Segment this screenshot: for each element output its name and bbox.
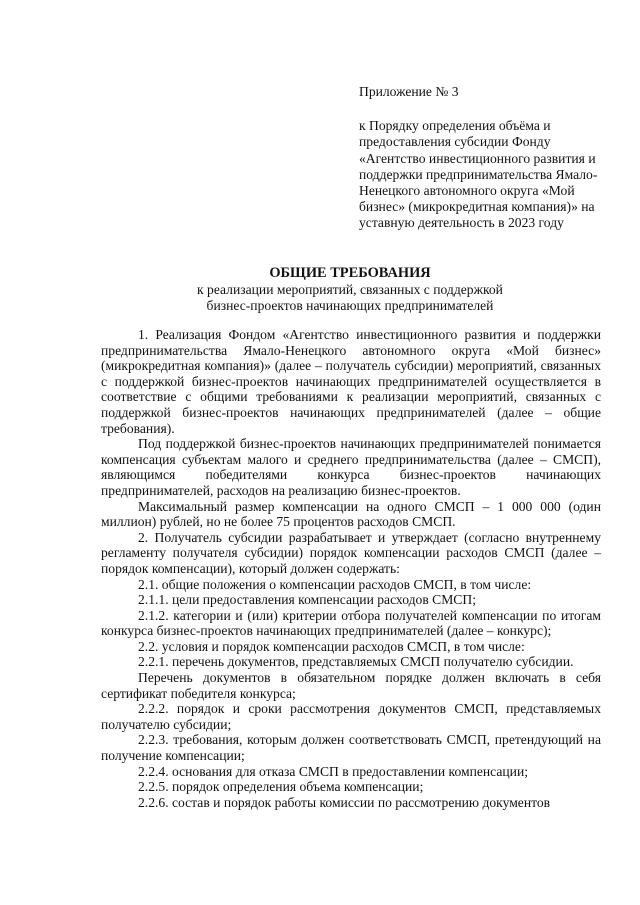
paragraph-1: 1. Реализация Фондом «Агентство инвестиционного развития и поддержки предпринимательства Ямало-Ненецкого автономного округа «Мой бизнес» (микрокредитная компания)» (далее – получатель субсидии) мероприятий, связанных с поддержкой бизнес-проектов начинающих предпринимателей осуществляется в соответствие с общими требованиями к реализации мероприятий, связанных с поддержкой бизнес-проектов начинающих предпринимателей (далее – общие требования). (101, 327, 601, 436)
paragraph-9: 2.2.1. перечень документов, представляемых СМСП получателю субсидии. (138, 654, 574, 670)
paragraph-6: 2.1.1. цели предоставления компенсации расходов СМСП; (138, 592, 476, 608)
paragraph-13: 2.2.4. основания для отказа СМСП в предоставлении компенсации; (138, 763, 528, 779)
document-subtitle-line-2: бизнес-проектов начинающих предпринимателей (206, 298, 494, 314)
paragraph-8: 2.2. условия и порядок компенсации расходов СМСП, в том числе: (138, 638, 525, 654)
document-heading (100, 265, 600, 314)
paragraph-7: 2.1.2. категории и (или) критерии отбора получателей компенсации по итогам конкурса бизнес-проектов начинающих предпринимателей (далее – конкурс); (101, 607, 601, 639)
paragraph-15: 2.2.6. состав и порядок работы комиссии по рассмотрению документов (138, 794, 551, 810)
paragraph-12: 2.2.3. требования, которым должен соответствовать СМСП, претендующий на получение компенсации; (101, 732, 601, 764)
paragraph-5: 2.1. общие положения о компенсации расходов СМСП, в том числе: (138, 576, 532, 592)
document-body (101, 327, 601, 810)
paragraph-10: Перечень документов в обязательном порядке должен включать в себя сертификат победителя конкурса; (101, 670, 601, 701)
appendix-description: к Порядку определения объёма и предоставления субсидии Фонду «Агентство инвестиционного развития и поддержки предпринимательства Ямало-Ненецкого автономного округа «Мой бизнес» (микрокредитная компания)» на уставную деятельность в 2023 году (359, 118, 598, 231)
appendix-header (359, 84, 609, 232)
paragraph-4: 2. Получатель субсидии разрабатывает и утверждает (согласно внутреннему регламенту получателя субсидии) порядок компенсации расходов СМСП (далее – порядок компенсации), который должен содержать: (101, 529, 601, 576)
paragraph-2: Под поддержкой бизнес-проектов начинающих предпринимателей понимается компенсация субъектам малого и среднего предпринимательства (далее – СМСП), являющимся победителями конкурса бизнес-проектов начинающих предпринимателей, расходов на реализацию бизнес-проектов. (101, 436, 601, 498)
paragraph-14: 2.2.5. порядок определения объема компенсации; (138, 779, 424, 795)
document-title: ОБЩИЕ ТРЕБОВАНИЯ (269, 265, 431, 281)
appendix-number: Приложение № 3 (359, 84, 459, 99)
paragraph-3: Максимальный размер компенсации на одного СМСП – 1 000 000 (один миллион) рублей, но не более 75 процентов расходов СМСП. (101, 498, 601, 530)
paragraph-11: 2.2.2. порядок и сроки рассмотрения документов СМСП, представляемых получателю субсидии; (101, 701, 601, 732)
document-subtitle-line-1: к реализации мероприятий, связанных с поддержкой (197, 282, 503, 297)
